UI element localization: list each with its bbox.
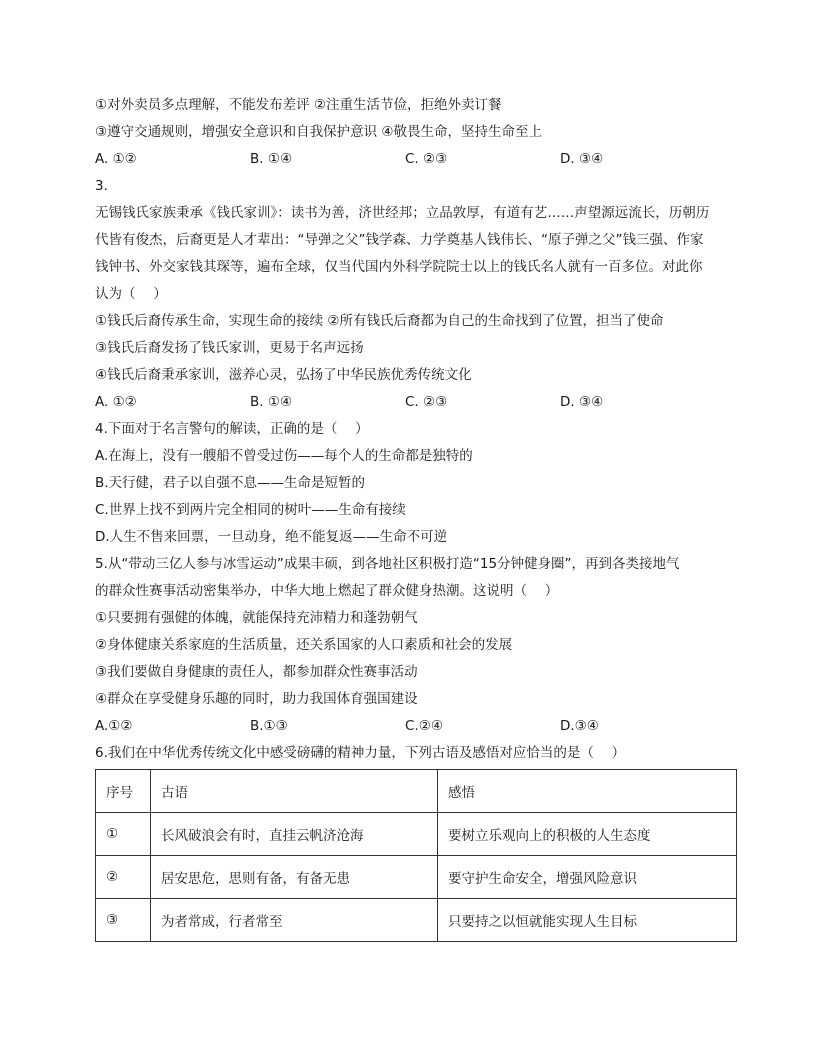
header-insight: 感悟 xyxy=(438,770,737,813)
q3-statement-2: ③钱氏后裔发扬了钱氏家训，更易于名声远扬 xyxy=(95,340,364,356)
q2-option-b: B. ①④ xyxy=(250,151,293,167)
table-row xyxy=(96,813,737,856)
q5-statement-4: ④群众在享受健身乐趣的同时，助力我国体育强国建设 xyxy=(95,691,418,707)
q2-option-a: A. ①② xyxy=(95,151,137,167)
table-header-row xyxy=(96,770,737,813)
q3-stem: 无锡钱氏家族秉承《钱氏家训》：读书为善，济世经邦；立品敦厚，有道有艺……声望源远流长，历朝历代皆有俊杰，后裔更是人才辈出：“导弹之父”钱学森、力学奠基人钱伟长、“原子弹之父”钱三强、作家钱钟书、外交家钱其琛等，遍布全球，仅当代国内外科学院院士以上的钱氏名人就有一百多位。对此你认为（ ） xyxy=(95,205,710,302)
q3-option-d: D. ③④ xyxy=(560,394,604,410)
q5-statement-1: ①只要拥有强健的体魄，就能保持充沛精力和蓬勃朝气 xyxy=(95,610,418,626)
q4-option-c: C.世界上找不到两片完全相同的树叶——生命有接续 xyxy=(95,502,406,518)
row-insight: 只要持之以恒就能实现人生目标 xyxy=(438,899,737,942)
row-insight: 要守护生命安全，增强风险意识 xyxy=(438,856,737,899)
q5-stem: 5.从“带动三亿人参与冰雪运动”成果丰硕，到各地社区积极打造“15分钟健身圈”，再到各类接地气的群众性赛事活动密集举办，中华大地上燃起了群众健身热潮。这说明（ ） xyxy=(95,556,680,599)
q6-table xyxy=(95,769,737,942)
row-quote: 为者常成，行者常至 xyxy=(151,899,438,942)
q5-option-a: A.①② xyxy=(95,718,133,734)
q3-option-b: B. ①④ xyxy=(250,394,293,410)
q3-statement-3: ④钱氏后裔秉承家训，滋养心灵，弘扬了中华民族优秀传统文化 xyxy=(95,367,472,383)
q4-option-b: B.天行健，君子以自强不息——生命是短暂的 xyxy=(95,475,366,491)
q5-option-b: B.①③ xyxy=(250,718,288,734)
row-insight: 要树立乐观向上的积极的人生态度 xyxy=(438,813,737,856)
q4-stem: 4.下面对于名言警句的解读，正确的是（ ） xyxy=(95,421,369,437)
header-quote: 古语 xyxy=(151,770,438,813)
q6-stem: 6.我们在中华优秀传统文化中感受磅礴的精神力量，下列古语及感悟对应恰当的是（ ） xyxy=(95,745,626,761)
q5-option-c: C.②④ xyxy=(405,718,443,734)
exam-page xyxy=(95,92,737,942)
q5-statement-2: ②身体健康关系家庭的生活质量，还关系国家的人口素质和社会的发展 xyxy=(95,637,513,653)
q2-option-c: C. ②③ xyxy=(405,151,448,167)
q2-option-d: D. ③④ xyxy=(560,151,604,167)
row-index: ① xyxy=(96,813,151,856)
q5-options xyxy=(95,713,737,740)
row-index: ③ xyxy=(96,899,151,942)
q4-option-d: D.人生不售来回票，一旦动身，绝不能复返——生命不可逆 xyxy=(95,529,448,545)
row-quote: 居安思危，思则有备，有备无患 xyxy=(151,856,438,899)
row-index: ② xyxy=(96,856,151,899)
q2-statement-2: ③遵守交通规则，增强安全意识和自我保护意识 ④敬畏生命，坚持生命至上 xyxy=(95,124,542,140)
header-index: 序号 xyxy=(96,770,151,813)
q4-option-a: A.在海上，没有一艘船不曾受过伤——每个人的生命都是独特的 xyxy=(95,448,473,464)
q5-option-d: D.③④ xyxy=(560,718,599,734)
q2-options xyxy=(95,146,737,173)
q2-statement-1: ①对外卖员多点理解，不能发布差评 ②注重生活节俭，拒绝外卖订餐 xyxy=(95,97,502,113)
q5-statement-3: ③我们要做自身健康的责任人，都参加群众性赛事活动 xyxy=(95,664,418,680)
q3-number: 3. xyxy=(95,178,108,194)
q3-statement-1: ①钱氏后裔传承生命，实现生命的接续 ②所有钱氏后裔都为自己的生命找到了位置，担当了使命 xyxy=(95,313,664,329)
table-row xyxy=(96,899,737,942)
q3-option-a: A. ①② xyxy=(95,394,137,410)
table-row xyxy=(96,856,737,899)
q3-option-c: C. ②③ xyxy=(405,394,448,410)
q3-options xyxy=(95,389,737,416)
row-quote: 长风破浪会有时，直挂云帆济沧海 xyxy=(151,813,438,856)
